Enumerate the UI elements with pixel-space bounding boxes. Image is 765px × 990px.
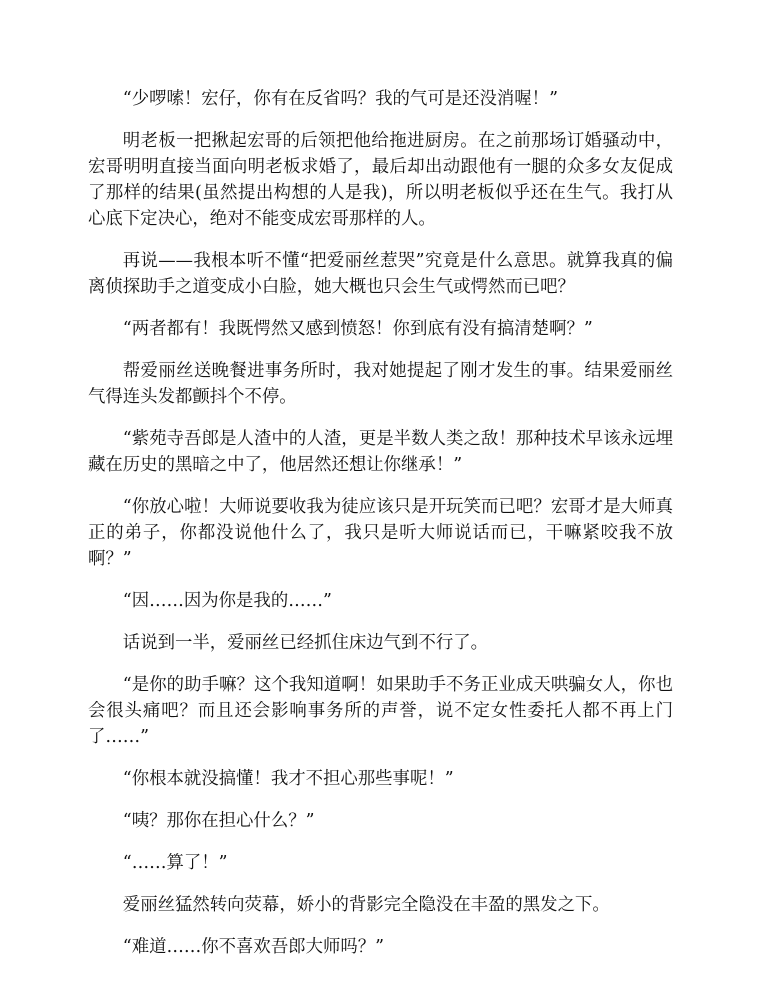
paragraph: “因……因为你是我的……” <box>122 591 332 611</box>
paragraph: 再说——我根本听不懂“把爱丽丝惹哭”究竟是什么意思。就算我真的偏离侦探助手之道变成小白脸，她大概也只会生气或愕然而已吧？ <box>88 251 673 297</box>
paragraph: “你根本就没搞懂！我才不担心那些事呢！” <box>122 769 454 789</box>
paragraph: “咦？那你在担心什么？” <box>122 811 315 831</box>
paragraph: 帮爱丽丝送晚餐进事务所时，我对她提起了刚才发生的事。结果爱丽丝气得连头发都颤抖个不停。 <box>88 361 673 407</box>
paragraph: “……算了！” <box>122 853 228 873</box>
paragraph: 爱丽丝猛然转向荧幕，娇小的背影完全隐没在丰盈的黑发之下。 <box>122 895 610 915</box>
paragraph: “两者都有！我既愕然又感到愤怒！你到底有没有搞清楚啊？” <box>122 319 593 339</box>
paragraph: “你放心啦！大师说要收我为徒应该只是开玩笑而已吧？宏哥才是大师真正的弟子，你都没说他什么了，我只是听大师说话而已，干嘛紧咬我不放啊？” <box>88 497 673 569</box>
paragraph: “难道……你不喜欢吾郎大师吗？” <box>122 937 385 957</box>
paragraph: “是你的助手嘛？这个我知道啊！如果助手不务正业成天哄骗女人，你也会很头痛吧？而且还会影响事务所的声誉，说不定女性委托人都不再上门了……” <box>88 675 673 747</box>
paragraph: 话说到一半，爱丽丝已经抓住床边气到不行了。 <box>122 633 489 653</box>
paragraph: “紫苑寺吾郎是人渣中的人渣，更是半数人类之敌！那种技术早该永远埋藏在历史的黑暗之中了，他居然还想让你继承！” <box>88 429 673 475</box>
paragraph: 明老板一把揪起宏哥的后领把他给拖进厨房。在之前那场订婚骚动中，宏哥明明直接当面向明老板求婚了，最后却出动跟他有一腿的众多女友促成了那样的结果(虽然提出构想的人是我)，所以明老板似乎还在生气。我打从心底下定决心，绝对不能变成宏哥那样的人。 <box>88 131 673 229</box>
paragraph: “少啰嗦！宏仔，你有在反省吗？我的气可是还没消喔！” <box>122 89 558 109</box>
book-page <box>88 86 673 976</box>
